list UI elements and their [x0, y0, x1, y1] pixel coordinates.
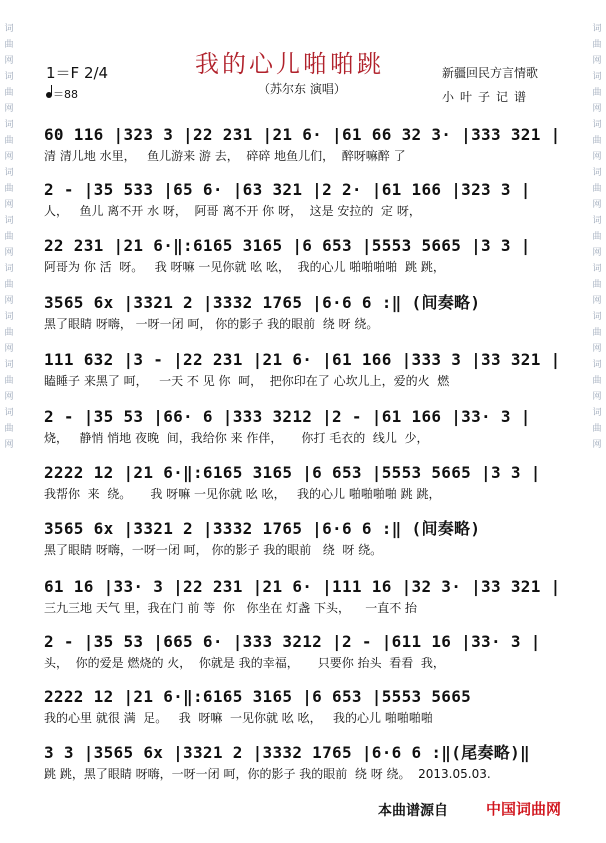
- watermark-char: 曲: [592, 328, 602, 338]
- watermark-char: 曲: [4, 376, 14, 386]
- score-row: [44, 347, 564, 389]
- score-row: [44, 684, 564, 726]
- watermark-char: 网: [592, 248, 602, 258]
- watermark-char: 网: [4, 104, 14, 114]
- watermark-char: 曲: [4, 280, 14, 290]
- watermark-char: 曲: [592, 280, 602, 290]
- watermark-char: 词: [4, 168, 14, 178]
- notation-line: 3565 6x |3321 2 |3332 1765 |6·6 6 :‖ (间奏略): [44, 519, 481, 538]
- watermark-char: 网: [592, 152, 602, 162]
- watermark-char: 词: [592, 216, 602, 226]
- notation-line: 60 116 |323 3 |22 231 |21 6· |61 66 32 3· |333 321 |: [44, 125, 561, 144]
- lyrics-line: 头， 你的爱是 燃烧的 火， 你就是 我的幸福， 只要你 抬头 看看 我，: [44, 656, 445, 670]
- watermark-char: 网: [4, 344, 14, 354]
- watermark-char: 网: [4, 200, 14, 210]
- watermark-char: 词: [4, 360, 14, 370]
- watermark-char: 曲: [592, 424, 602, 434]
- notation-line: 2222 12 |21 6·‖:6165 3165 |6 653 |5553 5665 |3 3 |: [44, 463, 541, 482]
- score-row: [44, 233, 564, 275]
- lyrics-line: 阿哥为 你 活 呀。 我 呀嘛 一见你就 吆 吆， 我的心儿 啪啪啪啪 跳 跳，: [44, 260, 445, 274]
- watermark-char: 词: [592, 408, 602, 418]
- score-row: [44, 122, 564, 164]
- watermark-char: 曲: [592, 232, 602, 242]
- watermark-char: 词: [592, 360, 602, 370]
- tempo-marking: [46, 86, 78, 102]
- watermark-char: 曲: [4, 40, 14, 50]
- score-row: [44, 516, 564, 558]
- watermark-char: 网: [592, 440, 602, 450]
- score-row: [44, 574, 564, 616]
- watermark-char: 网: [592, 296, 602, 306]
- watermark-char: 词: [4, 216, 14, 226]
- score-row: [44, 460, 564, 502]
- watermark-char: 词: [592, 312, 602, 322]
- lyrics-line: 黑了眼睛 呀嗨，一呀一闭 呵， 你的影子 我的眼前 绕 呀 绕。: [44, 543, 383, 557]
- notation-line: 111 632 |3 - |22 231 |21 6· |61 166 |333 3 |33 321 |: [44, 350, 561, 369]
- watermark-char: 网: [4, 440, 14, 450]
- tempo-value: ＝88: [53, 88, 78, 101]
- singer-credit: （苏尔东 演唱）: [258, 82, 346, 96]
- watermark-char: 网: [4, 296, 14, 306]
- score-row: [44, 404, 564, 446]
- watermark-char: 网: [592, 200, 602, 210]
- watermark-char: 词: [592, 264, 602, 274]
- watermark-char: 网: [4, 56, 14, 66]
- quarter-note-icon: [46, 92, 52, 98]
- watermark-char: 网: [4, 152, 14, 162]
- score-row: [44, 290, 564, 332]
- watermark-char: 词: [4, 72, 14, 82]
- watermark-char: 曲: [4, 136, 14, 146]
- right-watermark: [590, 24, 604, 450]
- watermark-char: 词: [592, 24, 602, 34]
- watermark-char: 网: [4, 248, 14, 258]
- watermark-char: 词: [4, 408, 14, 418]
- watermark-char: 网: [592, 344, 602, 354]
- lyrics-line: 瞌睡子 来黑了 呵， 一天 不 见 你 呵， 把你印在了 心坎儿上，爱的火 燃: [44, 374, 450, 388]
- lyrics-line: 跳 跳，黑了眼睛 呀嗨，一呀一闭 呵，你的影子 我的眼前 绕 呀 绕。 2013.05.03.: [44, 767, 491, 781]
- watermark-char: 曲: [592, 40, 602, 50]
- lyrics-line: 烧， 静悄 悄地 夜晚 间，我给你 来 作伴， 你打 毛衣的 线儿 少，: [44, 431, 429, 445]
- watermark-char: 网: [592, 392, 602, 402]
- key-signature: 1＝F 2/4: [46, 64, 109, 82]
- site-logo: 中国词曲网: [486, 800, 562, 818]
- song-title: 我的心儿啪啪跳: [195, 50, 384, 78]
- score-row: [44, 177, 564, 219]
- notation-line: 2 - |35 533 |65 6· |63 321 |2 2· |61 166 |323 3 |: [44, 180, 531, 199]
- left-watermark: [2, 24, 16, 450]
- notation-line: 2 - |35 53 |66· 6 |333 3212 |2 - |61 166 |33· 3 |: [44, 407, 531, 426]
- watermark-char: 曲: [4, 424, 14, 434]
- watermark-char: 网: [4, 392, 14, 402]
- lyrics-line: 黑了眼睛 呀嗨， 一呀一闭 呵， 你的影子 我的眼前 绕 呀 绕。: [44, 317, 379, 331]
- transcriber-credit: 小叶子记谱: [442, 90, 533, 104]
- notation-line: 61 16 |33· 3 |22 231 |21 6· |111 16 |32 3· |33 321 |: [44, 577, 561, 596]
- notation-line: 3565 6x |3321 2 |3332 1765 |6·6 6 :‖ (间奏略): [44, 293, 481, 312]
- watermark-char: 词: [4, 312, 14, 322]
- watermark-char: 网: [592, 56, 602, 66]
- watermark-char: 曲: [4, 88, 14, 98]
- watermark-char: 曲: [4, 184, 14, 194]
- watermark-char: 词: [4, 264, 14, 274]
- watermark-char: 词: [4, 120, 14, 130]
- score-row: [44, 740, 564, 782]
- notation-line: 2222 12 |21 6·‖:6165 3165 |6 653 |5553 5665: [44, 687, 472, 706]
- notation-line: 22 231 |21 6·‖:6165 3165 |6 653 |5553 5665 |3 3 |: [44, 236, 531, 255]
- notation-line: 2 - |35 53 |665 6· |333 3212 |2 - |611 16 |33· 3 |: [44, 632, 541, 651]
- watermark-char: 词: [4, 24, 14, 34]
- lyrics-line: 我帮你 来 绕。 我 呀嘛 一见你就 吆 吆， 我的心儿 啪啪啪啪 跳 跳，: [44, 487, 441, 501]
- watermark-char: 曲: [4, 232, 14, 242]
- watermark-char: 词: [592, 72, 602, 82]
- watermark-char: 词: [592, 168, 602, 178]
- watermark-char: 词: [592, 120, 602, 130]
- lyrics-line: 三九三地 天气 里，我在门 前 等 你 你坐在 灯盏 下头， 一直不 抬: [44, 601, 418, 615]
- lyrics-line: 我的心里 就很 满 足。 我 呀嘛 一见你就 吆 吆， 我的心儿 啪啪啪啪: [44, 711, 433, 725]
- watermark-char: 网: [592, 104, 602, 114]
- watermark-char: 曲: [4, 328, 14, 338]
- watermark-char: 曲: [592, 136, 602, 146]
- genre-label: 新疆回民方言情歌: [442, 66, 539, 80]
- source-label: 本曲谱源自: [378, 803, 448, 819]
- watermark-char: 曲: [592, 376, 602, 386]
- watermark-char: 曲: [592, 88, 602, 98]
- notation-line: 3 3 |3565 6x |3321 2 |3332 1765 |6·6 6 :‖(尾奏略)‖: [44, 743, 530, 762]
- lyrics-line: 清 清儿地 水里， 鱼儿游来 游 去， 碎碎 地鱼儿们， 醉呀嘛醉 了: [44, 149, 406, 163]
- lyrics-line: 人， 鱼儿 离不开 水 呀， 阿哥 离不开 你 呀， 这是 安拉的 定 呀，: [44, 204, 421, 218]
- watermark-char: 曲: [592, 184, 602, 194]
- score-row: [44, 629, 564, 671]
